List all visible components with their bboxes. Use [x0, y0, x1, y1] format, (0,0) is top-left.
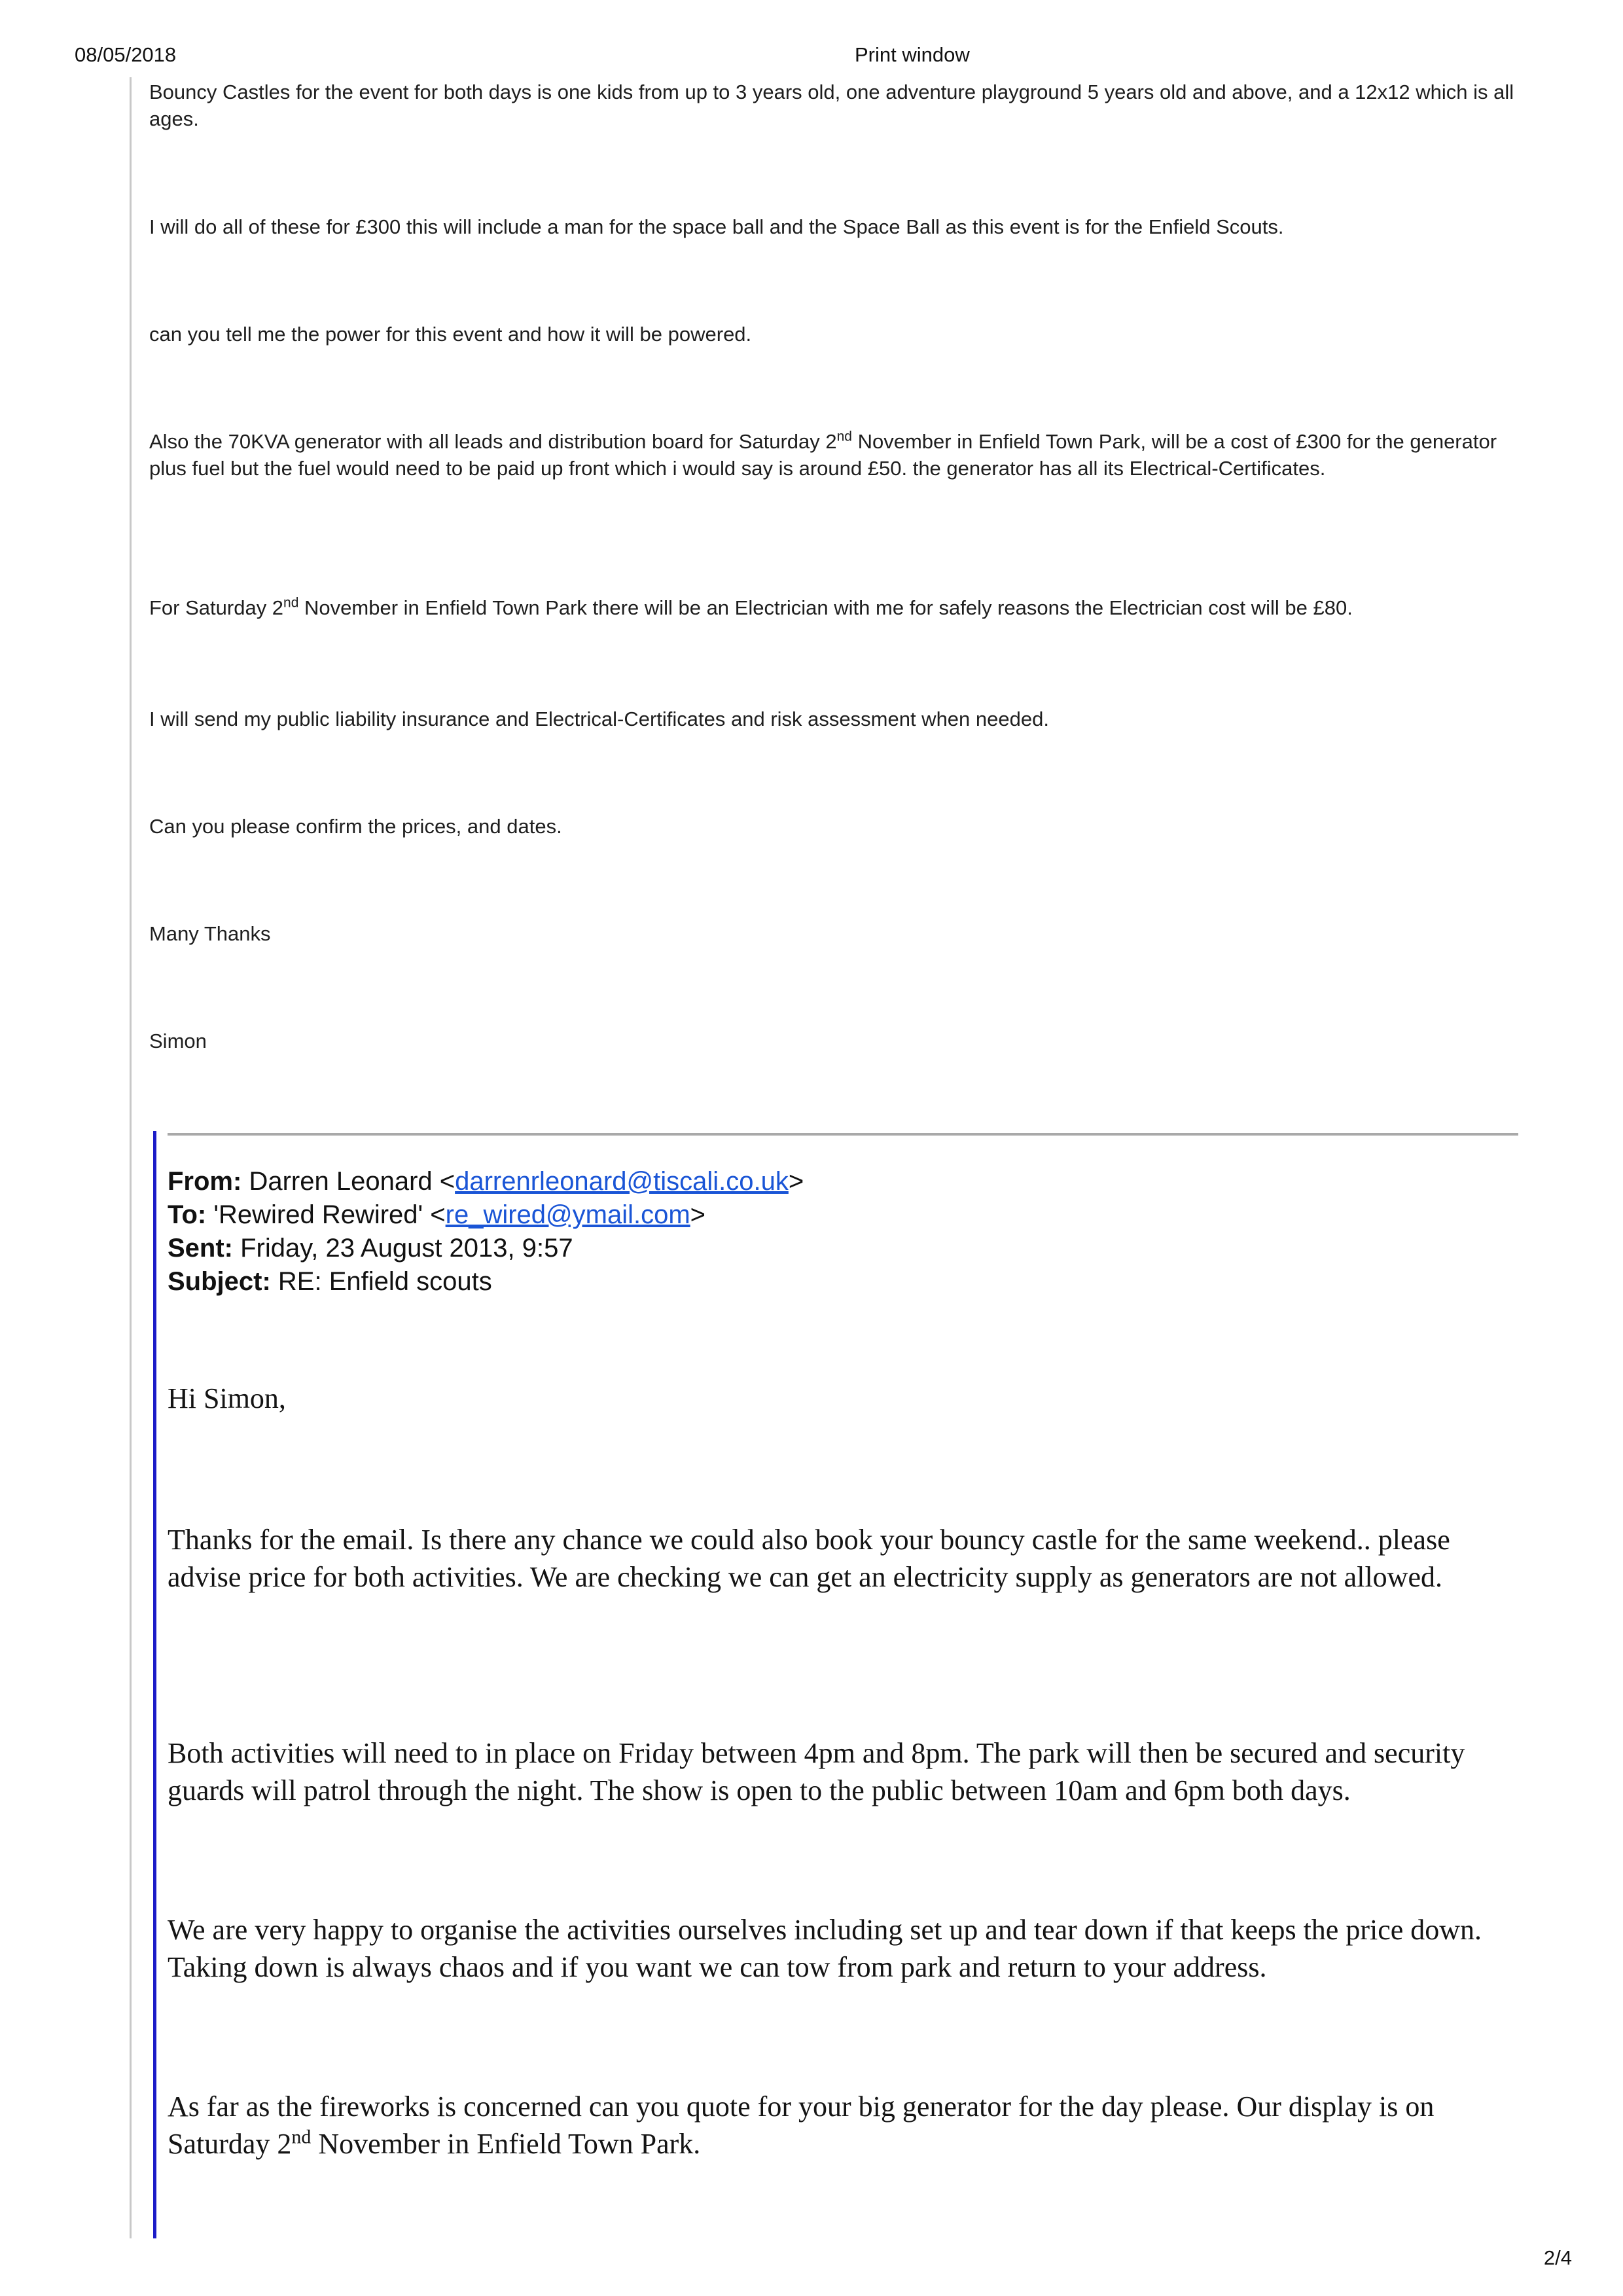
- print-window-title: Print window: [855, 43, 970, 66]
- quoted-greeting: Hi Simon,: [168, 1382, 286, 1414]
- quoted-email-header: [168, 1165, 804, 1299]
- reply-paragraph-bouncy-castles: Bouncy Castles for the event for both days is one kids from up to 3 years old, one adventure playground 5 years old and above, and a 12x12 which is all ages.: [149, 81, 1514, 130]
- quote-divider: [168, 1133, 1518, 1136]
- reply-paragraph-price: I will do all of these for £300 this will include a man for the space ball and the Space Ball as this event is for the Enfield Scouts.: [149, 215, 1284, 238]
- reply-paragraph-insurance: I will send my public liability insurance and Electrical-Certificates and risk assessment when needed.: [149, 708, 1049, 730]
- from-line: From: Darren Leonard <darrenrleonard@tiscali.co.uk>: [168, 1167, 804, 1196]
- reply-signoff: Many Thanks: [149, 922, 271, 945]
- quote-bar-outer: [130, 77, 132, 2238]
- sent-line: Sent: Friday, 23 August 2013, 9:57: [168, 1234, 573, 1263]
- quoted-paragraph-schedule: Both activities will need to in place on Friday between 4pm and 8pm. The park will then be secured and security guards will patrol through the night. The show is open to the public between 10am and 6pm both days.: [168, 1737, 1465, 1806]
- reply-paragraph-confirm: Can you please confirm the prices, and dates.: [149, 815, 562, 838]
- to-email-link[interactable]: re_wired@ymail.com: [445, 1200, 690, 1229]
- quote-bar-inner: [153, 1131, 156, 2238]
- reply-paragraph-electrician: For Saturday 2nd November in Enfield Town Park there will be an Electrician with me for safely reasons the Electrician cost will be £80.: [149, 595, 1353, 619]
- print-date: 08/05/2018: [75, 43, 177, 66]
- subject-line: Subject: RE: Enfield scouts: [168, 1267, 492, 1296]
- quoted-paragraph-fireworks: As far as the fireworks is concerned can you quote for your big generator for the day please. Our display is on Saturday 2nd November in Enfield Town Park.: [168, 2090, 1435, 2160]
- from-email-link[interactable]: darrenrleonard@tiscali.co.uk: [455, 1167, 789, 1196]
- reply-paragraph-power: can you tell me the power for this event and how it will be powered.: [149, 323, 752, 346]
- to-line: To: 'Rewired Rewired' <re_wired@ymail.com>: [168, 1200, 706, 1229]
- quoted-paragraph-bouncy-castle: Thanks for the email. Is there any chance we could also book your bouncy castle for the same weekend.. please advise price for both activities. We are checking we can get an electricity supply as generators are not allowed.: [168, 1524, 1450, 1593]
- page-number: 2/4: [1543, 2246, 1572, 2269]
- reply-signature: Simon: [149, 1030, 207, 1052]
- quoted-paragraph-setup: We are very happy to organise the activities ourselves including set up and tear down if that keeps the price down. Taking down is always chaos and if you want we can tow from park and return to your address.: [168, 1914, 1482, 1983]
- reply-paragraph-generator: Also the 70KVA generator with all leads and distribution board for Saturday 2nd November in Enfield Town Park, will be a cost of £300 for the generator plus fuel but the fuel would need to be paid up front which i would say is around £50. the generator has all its Electrical-Certificates.: [149, 429, 1497, 480]
